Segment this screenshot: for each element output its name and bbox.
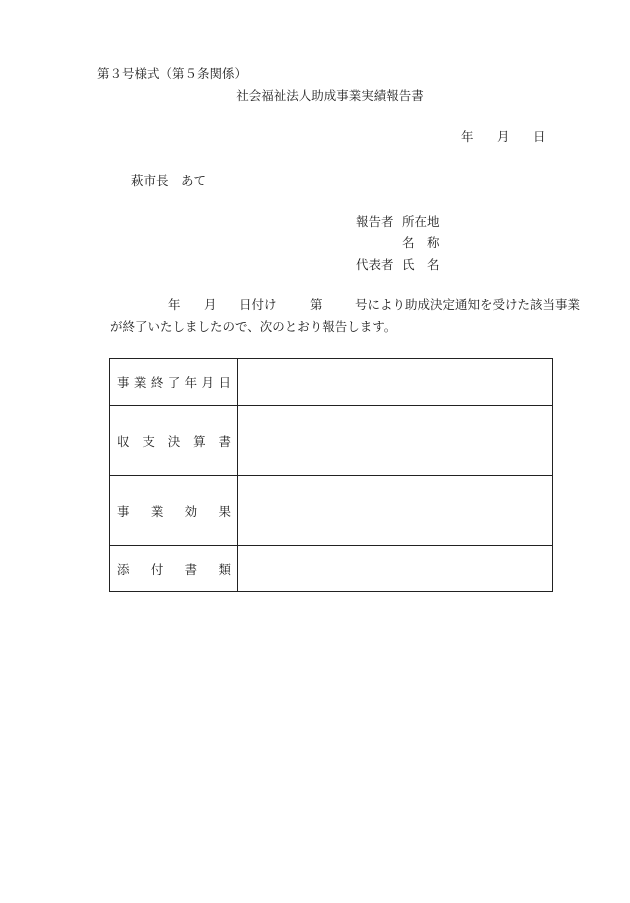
label-char: 終 (150, 375, 164, 390)
value-cell-completion-date[interactable] (238, 359, 553, 406)
value-cell-attachments[interactable] (238, 546, 553, 592)
representative-label: 代表者 (356, 257, 394, 272)
label-char: 書 (218, 433, 231, 449)
address-label: 所在地 (402, 214, 440, 229)
label-char: 事 (117, 375, 130, 390)
label-char: 果 (218, 503, 231, 519)
table-row (110, 476, 553, 546)
body-line-2-text: が終了いたしましたので、次のとおり報告します。 (110, 319, 397, 334)
body-line-1-text: 号により助成決定通知を受けた該当事業 (355, 297, 581, 312)
person-name-label: 氏 名 (402, 257, 440, 272)
label-char: 収 (117, 433, 130, 449)
label-cell-attachments (110, 546, 238, 592)
label-char: 日 (218, 375, 231, 390)
document-title: 社会福祉法人助成事業実績報告書 (236, 88, 424, 103)
date-month-label: 月 (497, 129, 510, 144)
value-cell-settlement[interactable] (238, 406, 553, 476)
date-year-label: 年 (461, 129, 474, 144)
row-label (117, 432, 231, 450)
label-cell-settlement (110, 406, 238, 476)
label-char: 算 (193, 433, 206, 449)
label-char: 類 (218, 561, 231, 577)
label-char: 決 (167, 433, 181, 449)
table-row (110, 359, 553, 406)
label-char: 月 (201, 375, 215, 390)
form-number: 第３号様式（第５条関係） (97, 66, 248, 81)
value-cell-effect[interactable] (238, 476, 553, 546)
row-label (117, 373, 231, 391)
label-char: 年 (184, 375, 198, 390)
body-month-label: 月 (204, 297, 217, 312)
reporter-label: 報告者 (356, 214, 394, 229)
table-row (110, 406, 553, 476)
report-table (109, 358, 553, 592)
label-char: 付 (150, 561, 164, 577)
label-char: 添 (117, 561, 130, 577)
label-char: 支 (142, 433, 155, 449)
date-day-label: 日 (533, 129, 546, 144)
label-char: 事 (117, 503, 130, 519)
body-year-label: 年 (168, 297, 181, 312)
label-char: 効 (184, 503, 198, 519)
row-label (117, 560, 231, 578)
table-row (110, 546, 553, 592)
organization-name-label: 名 称 (402, 235, 440, 250)
label-cell-effect (110, 476, 238, 546)
label-cell-completion-date (110, 359, 238, 406)
body-number-prefix: 第 (310, 297, 323, 312)
label-char: 業 (150, 503, 164, 519)
addressee: 萩市長 あて (131, 173, 207, 188)
label-char: 業 (133, 375, 147, 390)
row-label (117, 502, 231, 520)
label-char: 書 (184, 561, 198, 577)
label-char: 了 (167, 375, 181, 390)
body-dated-label: 日付け (239, 297, 277, 312)
